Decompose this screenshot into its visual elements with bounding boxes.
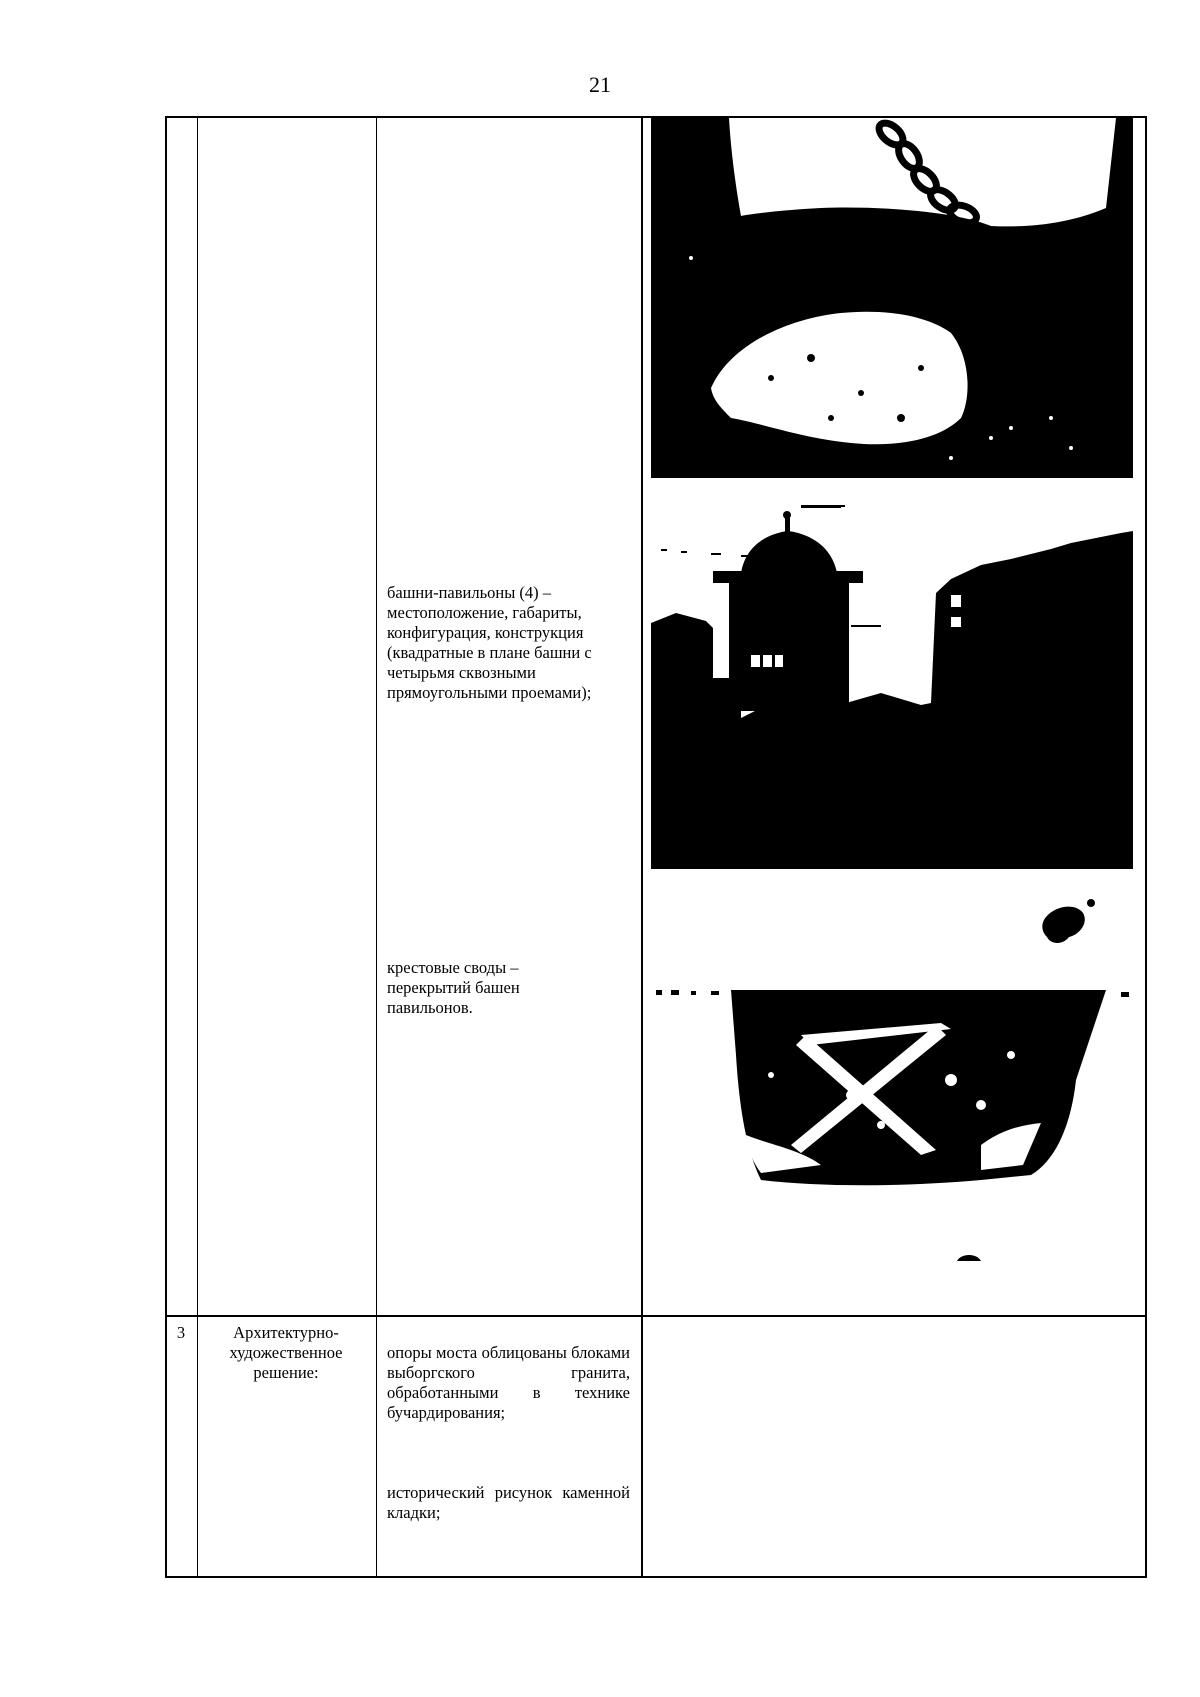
row-divider <box>165 1315 1147 1317</box>
table-border-right <box>1145 116 1147 1578</box>
column-divider-2 <box>376 116 377 1578</box>
feature-description: исторический рисунок каменной кладки; <box>387 1483 630 1522</box>
table-border-left <box>165 116 167 1578</box>
row-number: 3 <box>176 1323 186 1342</box>
category-label: Архитектурно-художественное решение: <box>229 1323 343 1382</box>
table-border-bottom <box>165 1576 1147 1578</box>
feature-description: опоры моста облицованы блоками выборгского гранита, обработанными в технике бучардирования; <box>387 1343 630 1422</box>
column-divider-3 <box>641 116 643 1578</box>
column-divider-1 <box>197 116 198 1578</box>
page-number: 21 <box>589 72 611 97</box>
feature-description: крестовые своды – перекрытий башен павильонов. <box>387 958 520 1017</box>
photo-tower-pavilion-silhouette <box>651 503 1133 869</box>
photo-bridge-arch-with-chain <box>651 118 1133 478</box>
feature-description: башни-павильоны (4) – местоположение, габариты, конфигурация, конструкция (квадратные в плане башни с четырьмя сквозными прямоугольными проемами); <box>387 583 592 702</box>
photo-cross-vault-ceiling <box>651 895 1133 1267</box>
